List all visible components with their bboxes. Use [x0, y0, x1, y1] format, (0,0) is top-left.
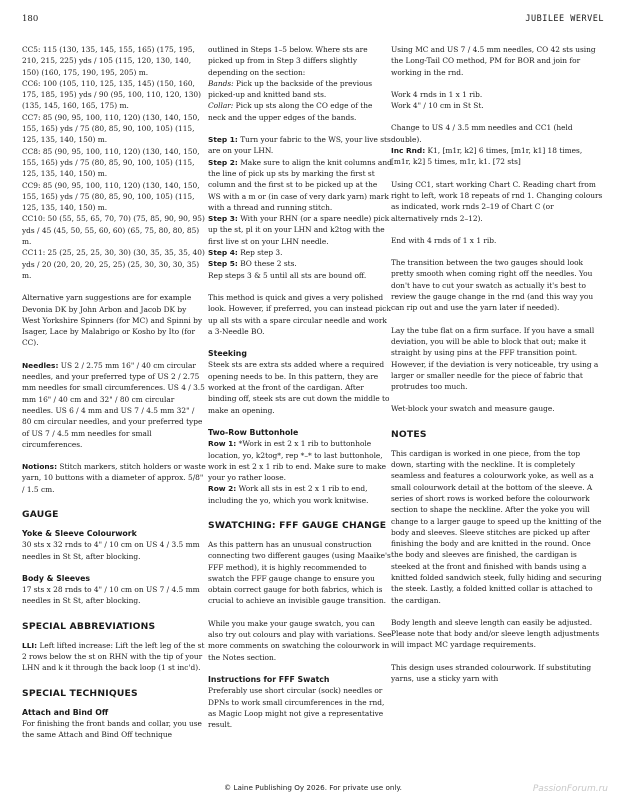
steeking-heading: Steeking	[208, 349, 247, 359]
column-right	[391, 44, 603, 684]
step-3-text: With your RHN (or a spare needle) pick up the st, pl it on your LHN and k2tog with the first live st on your LHN needle.	[208, 214, 390, 246]
step-4	[208, 247, 392, 258]
yarn-cc7: CC7: 85 (90, 95, 100, 110, 120) (130, 140, 150, 155, 165) yds / 75 (80, 85, 90, 100, 105) (115, 125, 135, 140, 150) m.	[22, 112, 200, 145]
swatch-rib: Work 4 rnds in 1 x 1 rib.	[391, 89, 483, 99]
step-5	[208, 258, 392, 269]
body-gauge-heading: Body & Sleeves	[22, 573, 91, 583]
row-2-text: Work all sts in est 2 x 1 rib to end, including the yo, which you work knitwise.	[208, 484, 369, 505]
step-5-label: Step 5:	[208, 259, 238, 269]
notions-text: Stitch markers, stitch holders or waste yarn, 10 buttons with a diameter of approx. 5/8" / 1.5 cm.	[22, 462, 206, 494]
buttonhole-row-2	[208, 483, 392, 506]
method-paragraph: This method is quick and gives a very polished look. However, if preferred, you can instead pick up all sts with a spare circular needle and work a 3-Needle BO.	[208, 292, 391, 336]
fff-swatch-heading: Instructions for FFF Swatch	[208, 674, 330, 684]
swatching-paragraph-2: While you make your gauge swatch, you can also try out colours and play with variations. See more comments on swatching the colourwork in the Notes section.	[208, 618, 392, 662]
step-3-label: Step 3:	[208, 214, 238, 224]
collar-paragraph	[208, 100, 392, 123]
inc-rnd-label: Inc Rnd:	[391, 146, 426, 156]
bands-paragraph	[208, 78, 392, 101]
notes-paragraph-1: This cardigan is worked in one piece, from the top down, starting with the neckline. It is completely seamless and features a colourwork yoke, as well as a small colourwork detail at the bottom of the sleeve. A series of short rows is worked before the colourwork section to shape the neckline. After the yoke you will change to a larger gauge to speed up the knitting of the body and sleeves. Sleeve stitches are picked up after finishing the body and are knitted in the round. Once the body and sleeves are finished, the cardigan is steeked at the front and finished with bands using a knitted folded sandwich steek, fully hiding and securing the steek. Lastly, a folded knitted collar is attached to the cardigan.	[391, 448, 602, 605]
swatch-cast-on: Using MC and US 7 / 4.5 mm needles, CO 42 sts using the Long-Tail CO method, PM for BOR and join for working in the rnd.	[391, 45, 596, 77]
notions-paragraph	[22, 461, 206, 495]
swatch-stst: Work 4" / 10 cm in St St.	[391, 101, 484, 111]
row-2-label: Row 2:	[208, 484, 237, 494]
swatch-change-needles: Change to US 4 / 3.5 mm needles and CC1 (held double).	[391, 123, 573, 144]
notions-label: Notions:	[22, 462, 58, 472]
yarn-cc9: CC9: 85 (90, 95, 100, 110, 120) (130, 140, 150, 155, 165) yds / 75 (80, 85, 90, 100, 105) (115, 125, 135, 140, 150) m.	[22, 180, 200, 213]
swatching-heading: SWATCHING: FFF GAUGE CHANGE	[208, 519, 387, 531]
bands-label: Bands:	[208, 78, 234, 88]
repeat-steps-text: Rep steps 3 & 5 until all sts are bound off.	[208, 270, 367, 280]
lli-text: Left lifted increase: Lift the left leg of the st 2 rows below the st on RHN with the tip of your LHN and k it through the back loop (1 st inc'd).	[22, 640, 205, 673]
inc-rnd-paragraph	[391, 145, 603, 168]
lli-paragraph	[22, 640, 206, 674]
column-middle	[208, 44, 392, 730]
yarn-cc8: CC8: 85 (90, 95, 100, 110, 120) (130, 140, 150, 155, 165) yds / 75 (80, 85, 90, 100, 105) (115, 125, 135, 140, 150) m.	[22, 146, 200, 179]
watermark: PassionForum.ru	[532, 784, 608, 794]
inc-rnd-text: K1, [m1r, k2] 6 times, [m1r, k1] 18 times, [m1r, k2] 5 times, m1r, k1. [72 sts]	[391, 146, 583, 167]
buttonhole-heading: Two-Row Buttonhole	[208, 427, 299, 437]
yarn-cc5: CC5: 115 (130, 135, 145, 155, 165) (175, 195, 210, 215, 225) yds / 105 (115, 120, 130, 140, 150) (160, 175, 190, 195, 205) m.	[22, 45, 195, 77]
lay-flat-paragraph: Lay the tube flat on a firm surface. If you have a small deviation, you will be able to block that out; make it straight by using pins at the FFF transition point. However, if the deviation is very noticeable, try using a larger or smaller needle for the piece of fabric that protrudes too much.	[391, 325, 599, 392]
steeking-text: Steek sts are extra sts added where a required opening needs to be. In this pattern, they are worked at the front of the cardigan. After binding off, steek sts are cut down the middle to make an opening.	[208, 360, 390, 415]
row-1-label: Row 1:	[208, 439, 237, 449]
yoke-gauge-heading: Yoke & Sleeve Colourwork	[22, 528, 137, 538]
abbreviations-heading: SPECIAL ABBREVIATIONS	[22, 620, 156, 632]
running-title: JUBILEE WERVEL	[525, 14, 604, 24]
step-1-label: Step 1:	[208, 135, 238, 145]
swatching-paragraph-1: As this pattern has an unusual construction connecting two different gauges (using Maaike's FFF method), it is highly recommended to swatch the FFF gauge change to ensure you obtain correct gauge for both fabrics, which is crucial to achieve an invisible gauge transition.	[208, 539, 391, 606]
step-4-label: Step 4:	[208, 248, 238, 258]
buttonhole-row-1	[208, 438, 392, 483]
page-number: 180	[22, 14, 39, 24]
step-1	[208, 134, 392, 157]
yoke-gauge-text: 30 sts x 32 rnds to 4" / 10 cm on US 4 / 3.5 mm needles in St St, after blocking.	[22, 540, 200, 561]
steps-intro: outlined in Steps 1–5 below. Where sts are picked up from in Step 3 differs slightly depending on the section:	[208, 45, 368, 77]
yarn-cc6: CC6: 100 (105, 110, 125, 135, 145) (150, 160, 175, 185, 195) yds / 90 (95, 100, 110, 120, 130) (135, 145, 160, 165, 175) m.	[22, 78, 201, 111]
notes-paragraph-3: This design uses stranded colourwork. If substituting yarns, use a sticky yarn with	[391, 662, 592, 684]
alternative-yarn-paragraph: Alternative yarn suggestions are for example Devonia DK by John Arbon and Jacob DK by West Yorkshire Spinners (for MC) and Spinni by Isager, Lace by Malabrigo or Kosho by Ito (for CC).	[22, 293, 203, 348]
step-2-text: Make sure to align the knit columns and the line of pick up sts by marking the first st column and the first st to be picked up at the WS with a m or (in case of very dark yarn) mark with a thread and running stitch.	[208, 157, 392, 212]
copyright-footer: © Laine Publishing Oy 2026. For private use only.	[224, 783, 402, 792]
step-2-label: Step 2:	[208, 157, 238, 167]
column-left	[22, 44, 206, 741]
chart-c-paragraph: Using CC1, start working Chart C. Reading chart from right to left, work 18 repeats of rnd 1. Changing colours as indicated, work rnds 2–19 of Chart C (or alternatively rnds 2–12).	[391, 179, 603, 223]
row-1-text: *Work in est 2 x 1 rib to buttonhole location, yo, k2tog*, rep *–* to last buttonhole, work in est 2 x 1 rib to end. Make sure to make your yo rather loose.	[208, 439, 387, 483]
step-5-text: BO these 2 sts.	[237, 259, 297, 269]
collar-text: Pick up sts along the CO edge of the neck and the upper edges of the bands.	[208, 101, 373, 122]
needles-paragraph	[22, 360, 206, 450]
transition-paragraph: The transition between the two gauges should look pretty smooth when coming right off the needles. You don't have to cut your swatch as actually it's best to review the gauge change in the rnd (and this way you can rip out and use the yarn later if needed).	[391, 258, 594, 313]
step-2	[208, 157, 392, 213]
yarn-cc11: CC11: 25 (25, 25, 25, 30, 30) (30, 35, 35, 35, 40) yds / 20 (20, 20, 20, 25, 25) (25, 30, 30, 30, 35) m.	[22, 248, 205, 280]
notes-paragraph-2: Body length and sleeve length can easily be adjusted. Please note that body and/or sleeve length adjustments will impact MC yardage requirements.	[391, 617, 600, 650]
bands-text: Pick up the backside of the previous picked-up and knitted band sts.	[208, 78, 373, 100]
fff-swatch-text: Preferably use short circular (sock) needles or DPNs to work small circumferences in the rnd, as Magic Loop might not give a representative result.	[208, 686, 385, 730]
collar-label: Collar:	[208, 101, 234, 111]
gauge-heading: GAUGE	[22, 508, 59, 520]
attach-bind-off-text: For finishing the front bands and collar, you use the same Attach and Bind Off technique	[22, 718, 202, 740]
techniques-heading: SPECIAL TECHNIQUES	[22, 687, 138, 699]
notes-heading: NOTES	[391, 428, 427, 440]
body-gauge-text: 17 sts x 28 rnds to 4" / 10 cm on US 7 / 4.5 mm needles in St St, after blocking.	[22, 585, 200, 606]
needles-label: Needles:	[22, 360, 59, 370]
step-1-text: Turn your fabric to the WS, your live sts are on your LHN.	[208, 135, 391, 156]
lli-label: LLI:	[22, 640, 38, 650]
yarn-cc10: CC10: 50 (55, 55, 65, 70, 70) (75, 85, 90, 90, 95) yds / 45 (45, 50, 55, 60, 60) (65, 75, 80, 80, 85) m.	[22, 214, 205, 247]
attach-bind-off-heading: Attach and Bind Off	[22, 707, 109, 717]
page-header	[22, 14, 604, 28]
swatch-end-rib: End with 4 rnds of 1 x 1 rib.	[391, 235, 497, 245]
step-4-text: Rep step 3.	[237, 248, 283, 258]
wet-block-paragraph: Wet-block your swatch and measure gauge.	[391, 404, 555, 414]
step-3	[208, 213, 392, 247]
needles-text: US 2 / 2.75 mm 16" / 40 cm circular needles, and your preferred type of US 2 / 2.75 mm needles for small circumferences. US 4 / 3.5 mm 16" / 40 cm and 32" / 80 cm circular needles. US 6 / 4 mm and US 7 / 4.5 mm 32" / 80 cm circular needles, and your preferred type of US 7 / 4.5 mm needles for small circumferences.	[22, 360, 205, 449]
